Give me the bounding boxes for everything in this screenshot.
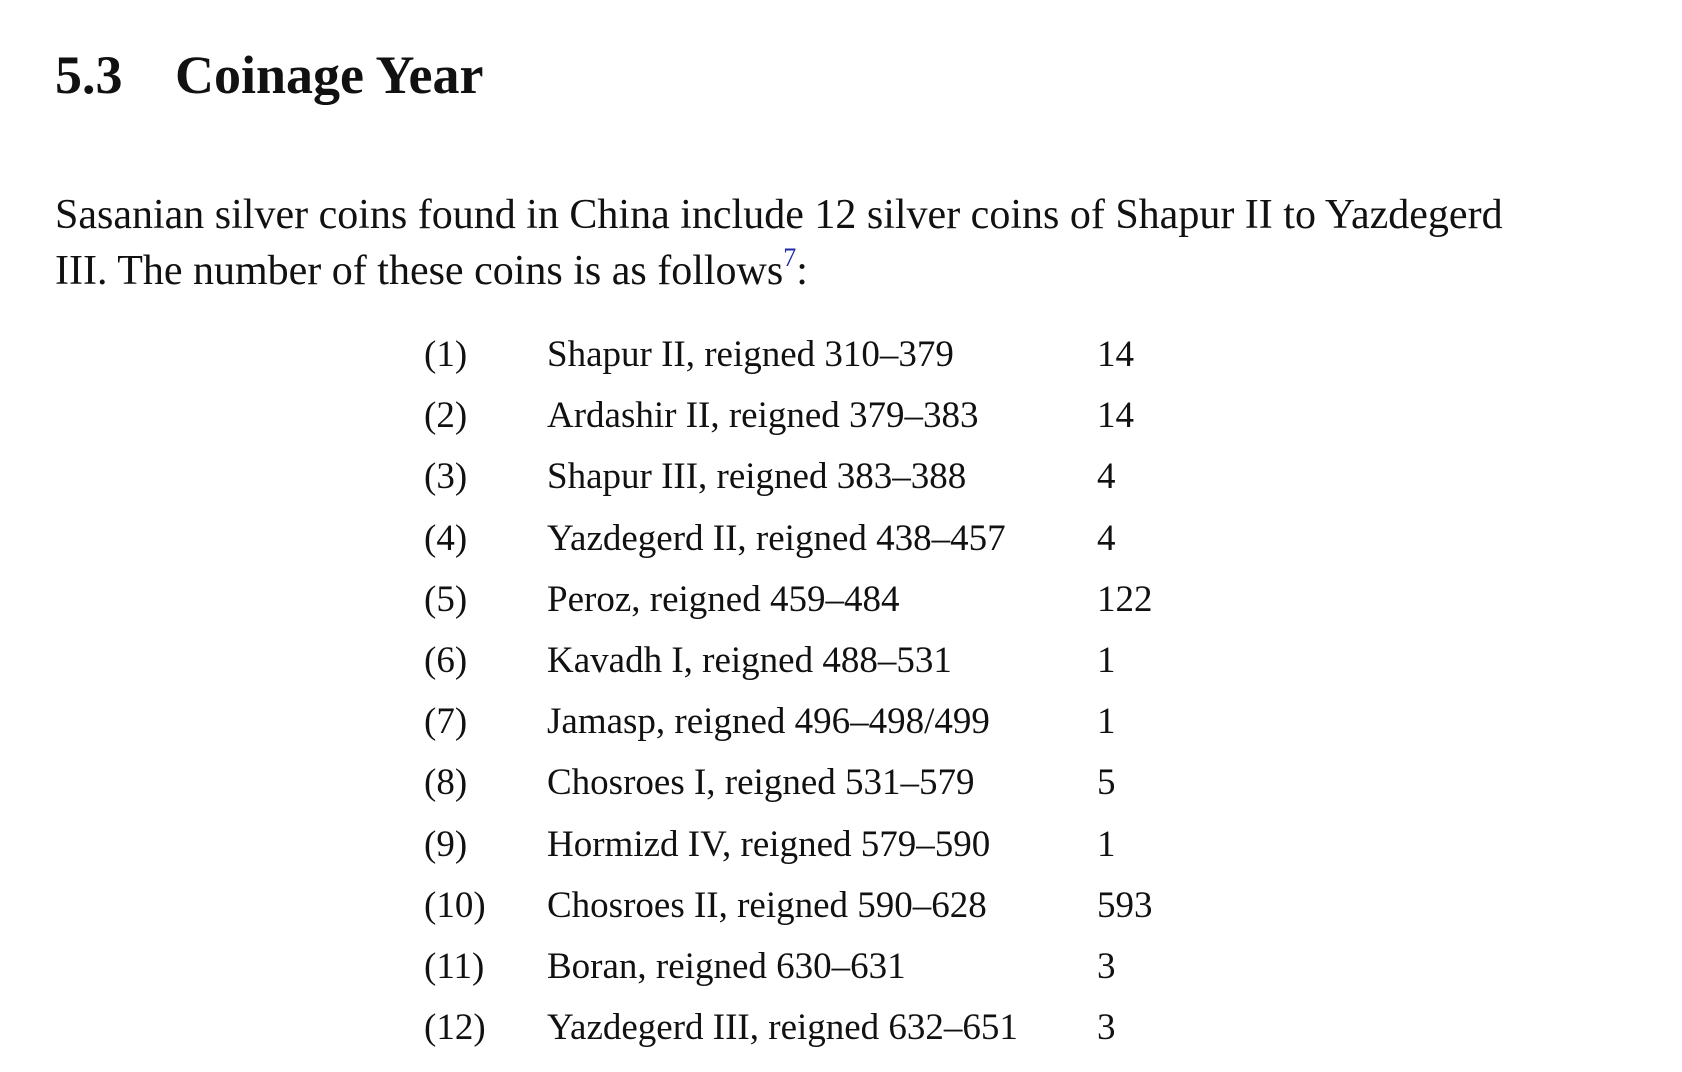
footnote-reference[interactable]: 7 <box>783 243 797 272</box>
ruler-reign: Shapur III, reigned 383–388 <box>547 456 967 498</box>
section-heading <box>55 45 484 105</box>
intro-line-2-text: III. The number of these coins is as follows <box>55 248 784 294</box>
ruler-reign: Peroz, reigned 459–484 <box>547 578 900 620</box>
ruler-reign: Shapur II, reigned 310–379 <box>547 334 954 375</box>
item-index: (4) <box>424 517 468 559</box>
ruler-reign: Yazdegerd II, reigned 438–457 <box>547 517 1006 559</box>
item-index: (6) <box>424 640 468 681</box>
item-index: (11) <box>424 946 485 987</box>
coin-count: 1 <box>1097 701 1116 743</box>
ruler-reign: Yazdegerd III, reigned 632–651 <box>547 1007 1018 1049</box>
intro-line-1: Sasanian silver coins found in China include 12 silver coins of Shapur II to Yazdegerd <box>55 192 1503 238</box>
ruler-reign: Boran, reigned 630–631 <box>547 946 906 987</box>
ruler-reign: Chosroes II, reigned 590–628 <box>547 884 987 926</box>
item-index: (8) <box>424 762 468 804</box>
coin-count: 1 <box>1097 823 1116 865</box>
coin-count: 593 <box>1097 884 1153 926</box>
item-index: (5) <box>424 578 468 620</box>
item-index: (3) <box>424 456 468 498</box>
coin-count: 4 <box>1097 517 1116 559</box>
coin-count: 3 <box>1097 946 1116 987</box>
item-index: (2) <box>424 395 468 437</box>
coin-count: 1 <box>1097 640 1116 681</box>
item-index: (9) <box>424 823 468 865</box>
coin-count: 122 <box>1097 578 1153 620</box>
ruler-reign: Ardashir II, reigned 379–383 <box>547 395 979 437</box>
ruler-reign: Jamasp, reigned 496–498/499 <box>547 701 990 743</box>
item-index: (1) <box>424 334 468 375</box>
item-index: (12) <box>424 1007 486 1049</box>
item-index: (10) <box>424 884 486 926</box>
section-title: Coinage Year <box>175 45 484 105</box>
intro-line-2 <box>55 243 1655 299</box>
coin-count: 14 <box>1097 334 1134 375</box>
coin-count: 3 <box>1097 1007 1116 1049</box>
ruler-reign: Hormizd IV, reigned 579–590 <box>547 823 991 865</box>
intro-line-2-end: : <box>796 248 808 294</box>
ruler-reign: Chosroes I, reigned 531–579 <box>547 762 975 804</box>
coin-count: 5 <box>1097 762 1116 804</box>
intro-paragraph <box>55 187 1655 299</box>
ruler-reign: Kavadh I, reigned 488–531 <box>547 640 952 681</box>
coin-count: 4 <box>1097 456 1116 498</box>
section-number: 5.3 <box>55 45 123 105</box>
coin-count: 14 <box>1097 395 1134 437</box>
item-index: (7) <box>424 701 468 743</box>
